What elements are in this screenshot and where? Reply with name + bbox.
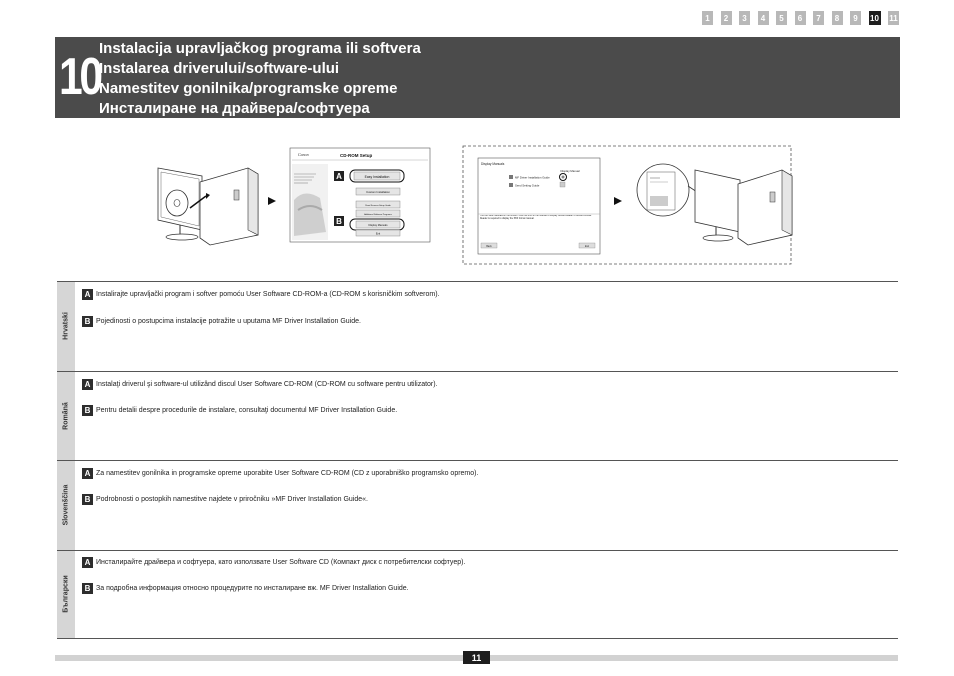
label-a: A xyxy=(336,172,342,181)
instruction-text: Инсталирайте драйвера и софтуера, като използвате User Software CD (Компакт диск с потребителски софтуер). xyxy=(96,558,466,566)
instruction-b xyxy=(82,316,361,327)
badge-a: A xyxy=(82,557,93,568)
step-3[interactable]: 3 xyxy=(739,11,750,25)
language-tab xyxy=(57,282,75,371)
computer-with-cd-illustration xyxy=(158,168,258,245)
step-2[interactable]: 2 xyxy=(721,11,732,25)
step-10-current[interactable]: 10 xyxy=(869,11,881,25)
exit-button-illustration: Exit xyxy=(585,244,589,248)
arrow-right-icon xyxy=(268,197,276,205)
language-tab xyxy=(57,551,75,639)
badge-b: B xyxy=(82,583,93,594)
badge-a: A xyxy=(82,289,93,300)
language-tab xyxy=(57,372,75,461)
instruction-text: Za namestitev gonilnika in programske opreme uporabite User Software CD-ROM (CD z uporabniško programsko opremo). xyxy=(96,470,479,477)
language-label: Slovenščina xyxy=(62,484,70,526)
step-11[interactable]: 11 xyxy=(888,11,899,25)
section-titles xyxy=(99,39,421,119)
menu-custom-installation: Custom Installation xyxy=(366,190,390,194)
badge-b: B xyxy=(82,405,93,416)
computer-with-manual-illustration xyxy=(637,164,792,245)
instruction-text: Pojedinosti o postupcima instalacije potražite u uputama MF Driver Installation Guide. xyxy=(96,318,361,325)
instruction-b xyxy=(82,405,397,416)
menu-exit: Exit xyxy=(375,232,381,236)
badge-a: A xyxy=(82,379,93,390)
section-romana xyxy=(57,371,898,461)
language-label: Hrvatski xyxy=(62,312,70,341)
language-label: Български xyxy=(62,575,70,613)
step-4[interactable]: 4 xyxy=(758,11,769,25)
step-8[interactable]: 8 xyxy=(832,11,843,25)
canon-logo: Canon xyxy=(298,152,309,157)
manuals-window-title: Display Manuals xyxy=(481,162,505,166)
instruction-b xyxy=(82,494,368,505)
display-manuals-window xyxy=(478,158,600,254)
title-ro: Instalarea driverului/software-ului xyxy=(99,60,340,77)
badge-a: A xyxy=(82,468,93,479)
instruction-text: Instalaţi driverul şi software-ul utilizând discul User Software CD-ROM (CD-ROM cu software pentru utilizator). xyxy=(96,380,438,388)
arrow-right-icon xyxy=(614,197,622,205)
instruction-a xyxy=(82,379,438,390)
instruction-text: Instalirajte upravljački program i softver pomoću User Software CD-ROM-a (CD-ROM s korisničkim softverom). xyxy=(96,291,440,298)
badge-b: B xyxy=(82,316,93,327)
manuals-header: Display Manual xyxy=(560,169,580,173)
cd-rom-setup-window xyxy=(290,148,430,242)
manuals-note: You can view manuals on the screen. Click the icon of the manual to display. Adobe Reader or Adobe Acrobat Reader is required to display the PDF format manual. xyxy=(480,215,592,220)
badge-b: B xyxy=(82,494,93,505)
instruction-a xyxy=(82,557,465,568)
step-1[interactable]: 1 xyxy=(702,11,713,25)
language-tab xyxy=(57,461,75,550)
menu-display-manuals: Display Manuals xyxy=(368,224,388,227)
installation-illustration xyxy=(140,140,820,270)
language-sections xyxy=(57,281,898,639)
section-hrvatski xyxy=(57,281,898,371)
back-button-illustration: Back xyxy=(486,244,492,248)
step-navigation xyxy=(702,11,899,25)
section-balgarski xyxy=(57,550,898,640)
page-number: 11 xyxy=(463,651,490,664)
section-header xyxy=(55,37,900,118)
menu-easy-installation: Easy Installation xyxy=(364,175,390,179)
title-sl: Namestitev gonilnika/programske opreme xyxy=(99,80,398,97)
title-bg: Инсталиране на драйвера/софтуера xyxy=(99,100,370,117)
instruction-text: Podrobnosti o postopkih namestitve najdete v priročniku »MF Driver Installation Guide«. xyxy=(96,496,368,503)
setup-window-title: CD-ROM Setup xyxy=(340,153,373,158)
step-number: 10 xyxy=(59,48,100,106)
manual-item-mf-driver: MF Driver Installation Guide xyxy=(515,175,550,180)
instruction-text: За подробна информация относно процедурите по инсталиране вж. MF Driver Installation Guide. xyxy=(96,584,409,592)
step-6[interactable]: 6 xyxy=(795,11,806,25)
step-7[interactable]: 7 xyxy=(813,11,824,25)
manual-item-send-setting: Send Setting Guide xyxy=(515,183,540,188)
instruction-b xyxy=(82,583,409,594)
label-b: B xyxy=(336,217,342,226)
menu-scanner-guide: Read Scanner Setup Guide xyxy=(365,205,391,207)
step-5[interactable]: 5 xyxy=(776,11,787,25)
title-hr: Instalacija upravljačkog programa ili softvera xyxy=(99,40,421,57)
instruction-a xyxy=(82,468,478,479)
instruction-a xyxy=(82,289,439,300)
instruction-text: Pentru detalii despre procedurile de instalare, consultaţi documentul MF Driver Installation Guide. xyxy=(96,406,398,414)
section-slovenscina xyxy=(57,460,898,550)
step-9[interactable]: 9 xyxy=(850,11,861,25)
menu-additional-software: Additional Software Programs xyxy=(364,214,392,216)
language-label: Română xyxy=(62,401,70,430)
